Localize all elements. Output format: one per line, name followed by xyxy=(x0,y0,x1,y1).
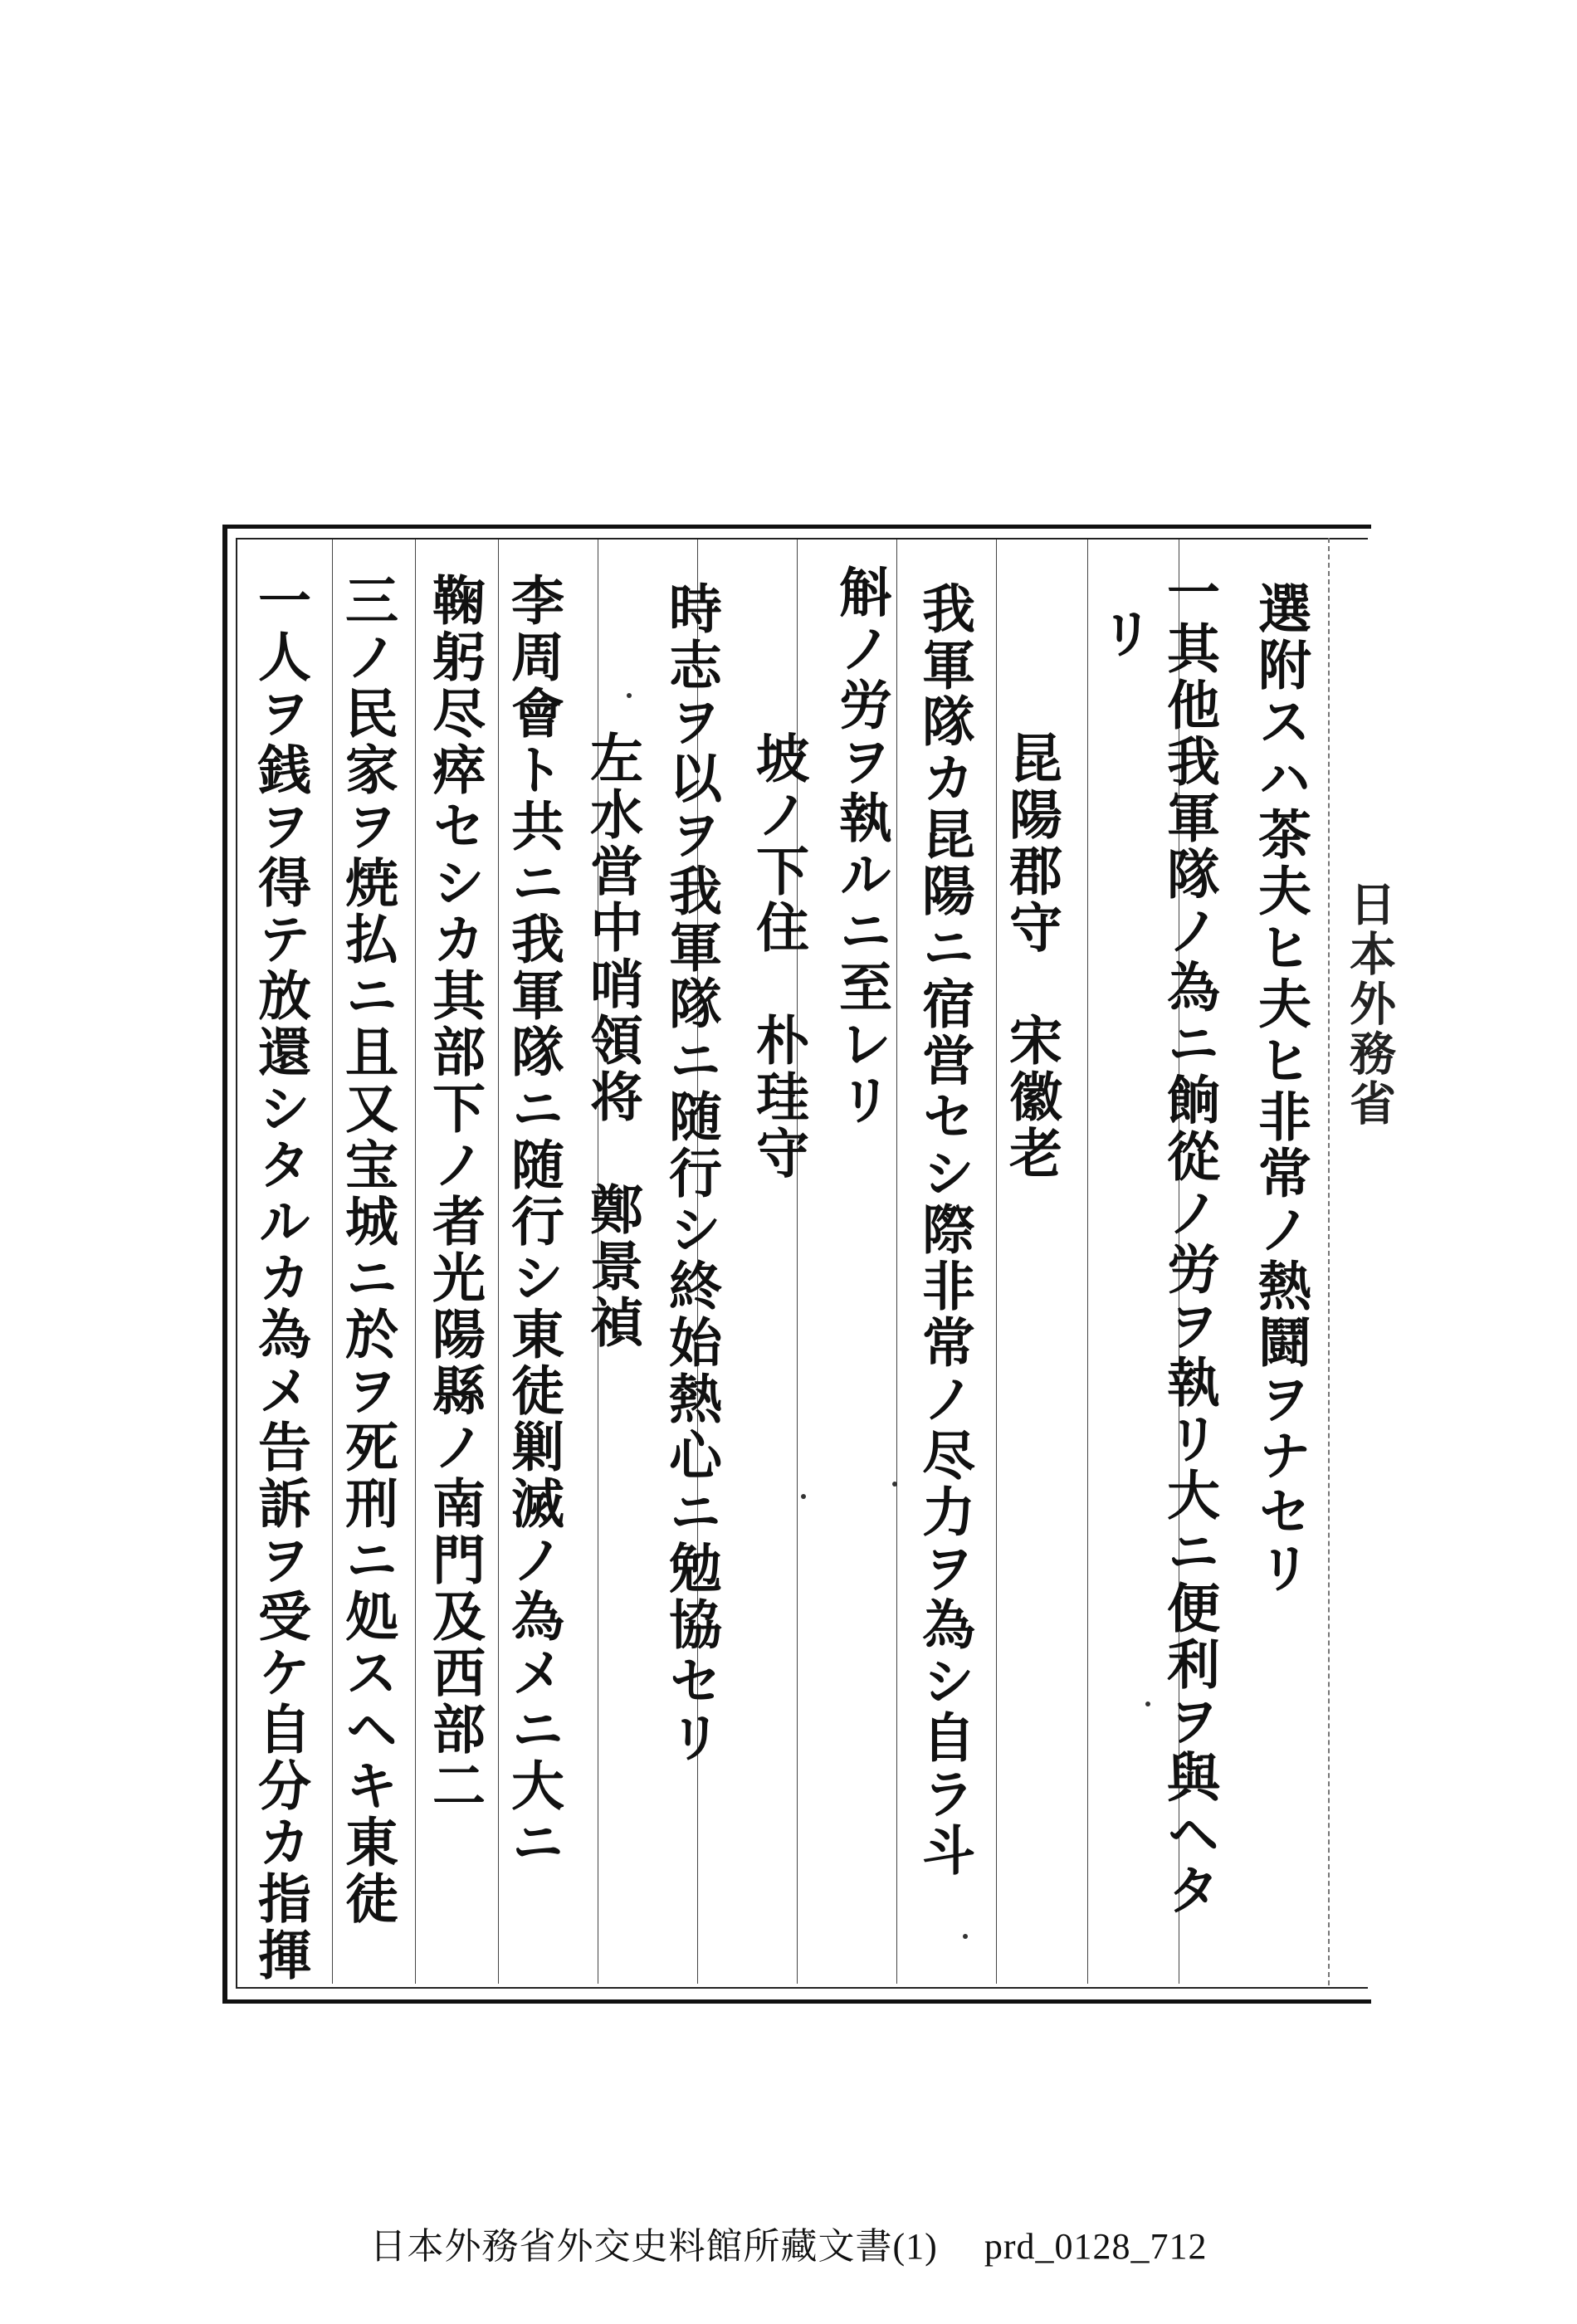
text-column-2: 一其他我軍隊ノ為ニ餉從ノ労ヲ執リ大ニ便利ヲ與ヘタ xyxy=(1158,564,1220,1919)
column-rule xyxy=(498,540,499,1984)
text-column-1: 選附スハ茶夫ヒ夫ヒ非常ノ熱鬪ヲナセリ xyxy=(1249,581,1311,1597)
text-column-11: 鞠躬尽瘁セシカ其部下ノ者光陽縣ノ南門及西部二 xyxy=(423,573,486,1814)
scan-speck xyxy=(627,693,632,698)
scan-speck xyxy=(963,1934,968,1939)
column-rule xyxy=(1087,540,1088,1984)
archive-caption xyxy=(0,2216,1577,2269)
column-rule xyxy=(896,540,897,1984)
text-column-8: 時志ヲ以ヲ我軍隊ニ随行シ終始熱心ニ勉協セリ xyxy=(660,581,722,1766)
header-rule xyxy=(1328,538,1330,1985)
text-column-7: 坡ノ下住 朴珪守 xyxy=(747,730,809,1182)
scan-speck xyxy=(1145,1702,1150,1706)
column-rule xyxy=(415,540,416,1984)
scan-speck xyxy=(801,1494,806,1499)
text-column-6: 斛ノ労ヲ執ルニ至レリ xyxy=(830,564,892,1129)
text-column-5: 我軍隊カ昆陽ニ宿営セシ際非常ノ尽力ヲ為シ自ラ斗 xyxy=(913,581,975,1879)
archive-name: 日本外務省外交史料館所藏文書(1) xyxy=(369,2226,938,2267)
text-column-9: 左水営中哨領将 鄭景禎 xyxy=(581,730,643,1351)
column-rule xyxy=(332,540,333,1984)
text-column-10: 李周會ト共ニ我軍隊ニ随行シ東徒剿滅ノ為メニ大ニ xyxy=(502,573,564,1871)
text-column-4: 昆陽郡守 宋徽老 xyxy=(1000,730,1062,1182)
text-column-3: リ xyxy=(1091,606,1154,662)
text-column-13: 一人ヲ銭ヲ得テ放還シタルカ為メ告訴ヲ受ケ自分カ指揮 xyxy=(249,573,311,1984)
scan-speck xyxy=(892,1482,897,1487)
document-id: prd_0128_712 xyxy=(984,2226,1208,2267)
column-rule xyxy=(996,540,997,1984)
text-column-12: 三ノ民家ヲ焼払ニ且又宝城ニ於ヲ死刑ニ処スヘキ東徒 xyxy=(336,573,398,1927)
header-right-text: 日本外務省 xyxy=(1342,880,1397,1129)
